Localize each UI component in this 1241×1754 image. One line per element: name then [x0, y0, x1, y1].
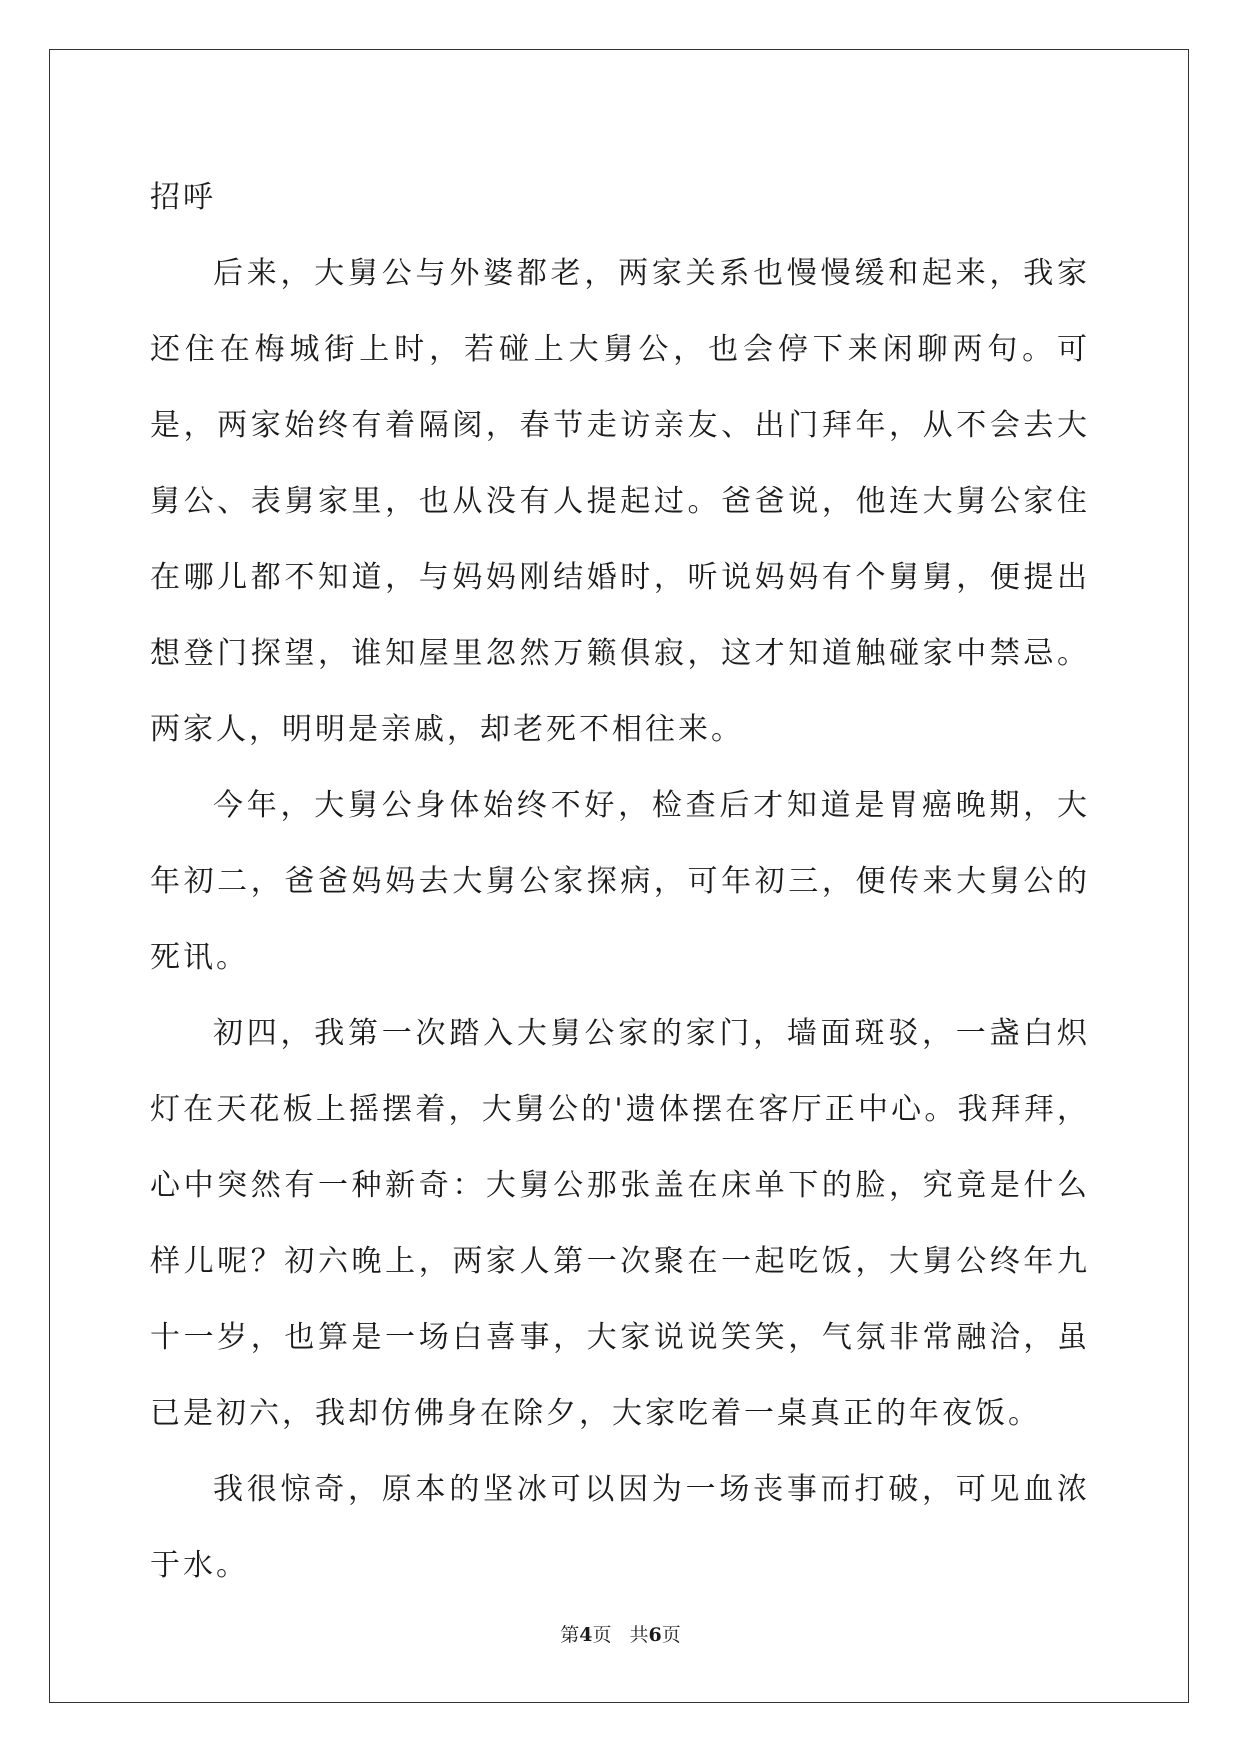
page-footer: [0, 1620, 1241, 1647]
paragraph-4: 初四，我第一次踏入大舅公家的家门，墙面斑驳，一盏白炽灯在天花板上摇摆着，大舅公的'遗体摆在客厅正中心。我拜拜，心中突然有一种新奇：大舅公那张盖在床单下的脸，究竟是什么样儿呢？初六晚上，两家人第一次聚在一起吃饭，大舅公终年九十一岁，也算是一场白喜事，大家说说笑笑，气氛非常融洽，虽已是初六，我却仿佛身在除夕，大家吃着一桌真正的年夜饭。: [150, 1016, 1090, 1431]
paragraph-3: 今年，大舅公身体始终不好，检查后才知道是胃癌晚期，大年初二，爸爸妈妈去大舅公家探病，可年初三，便传来大舅公的死讯。: [150, 788, 1090, 975]
paragraph-5: 我很惊奇，原本的坚冰可以因为一场丧事而打破，可见血浓于水。: [150, 1472, 1090, 1583]
footer-total-unit: 页: [661, 1624, 681, 1646]
paragraph-1: 招呼: [150, 180, 216, 215]
document-body: [150, 160, 1090, 1604]
paragraph-2: 后来，大舅公与外婆都老，两家关系也慢慢缓和起来，我家还住在梅城街上时，若碰上大舅公，也会停下来闲聊两句。可是，两家始终有着隔阂，春节走访亲友、出门拜年，从不会去大舅公、表舅家里，也从没有人提起过。爸爸说，他连大舅公家住在哪儿都不知道，与妈妈刚结婚时，听说妈妈有个舅舅，便提出想登门探望，谁知屋里忽然万籁俱寂，这才知道触碰家中禁忌。两家人，明明是亲戚，却老死不相往来。: [150, 256, 1090, 747]
footer-prefix: 第: [560, 1624, 580, 1646]
footer-total-prefix: 共: [629, 1624, 649, 1646]
total-page-count: 6: [648, 1624, 662, 1646]
current-page-number: 4: [579, 1624, 593, 1646]
footer-page-unit: 页: [592, 1624, 612, 1646]
